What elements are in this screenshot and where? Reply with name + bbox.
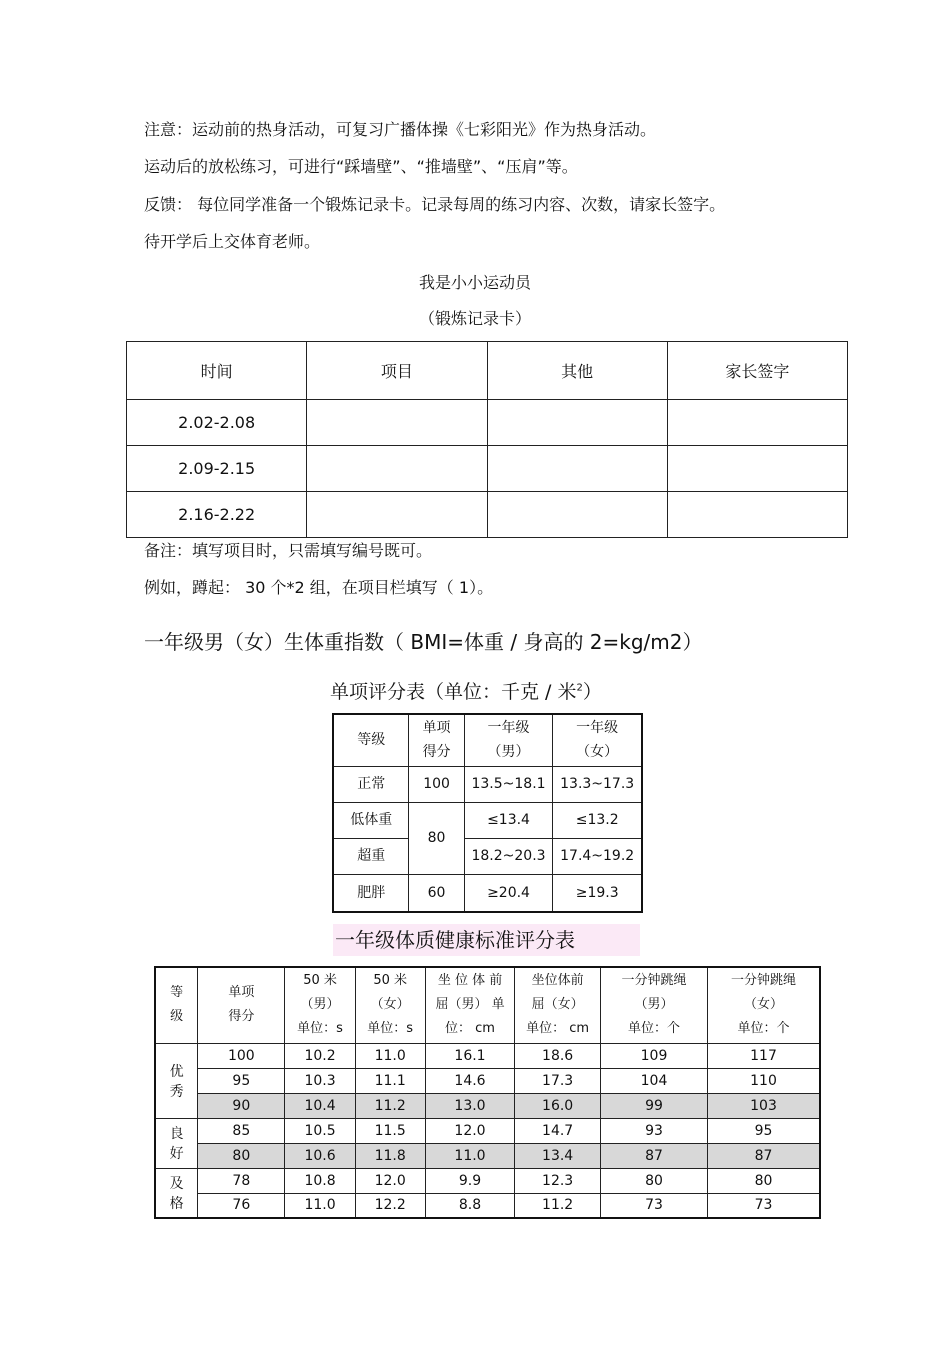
fit-cell: 10.4 — [285, 1093, 355, 1118]
bmi-male: ≥20.4 — [464, 874, 553, 912]
fit-header-line: （女） — [744, 997, 784, 1013]
fit-grade-char: 良 — [169, 1126, 184, 1142]
note-line-1: 注意：运动前的热身活动，可复习广播体操《七彩阳光》作为热身活动。 — [144, 120, 657, 139]
record-row-date: 2.16-2.22 — [127, 492, 307, 538]
header-other: 其他 — [487, 342, 667, 400]
fit-cell: 73 — [708, 1193, 820, 1218]
bmi-female: ≤13.2 — [553, 802, 642, 838]
bmi-male: 18.2~20.3 — [464, 838, 553, 874]
fit-grade-char: 秀 — [169, 1083, 184, 1100]
record-cell-signature[interactable] — [667, 446, 847, 492]
bmi-header-female-line: 一年级 — [576, 720, 619, 737]
fit-header-line: （男） — [634, 997, 674, 1013]
fit-header-line: 单位：s — [297, 1021, 343, 1037]
record-cell-other[interactable] — [487, 492, 667, 538]
fit-header-line: 一分钟跳绳 — [621, 973, 687, 989]
bmi-male: ≤13.4 — [464, 802, 553, 838]
bmi-male: 13.5~18.1 — [464, 766, 553, 802]
bmi-table-title — [330, 677, 602, 704]
record-row-date: 2.02-2.08 — [127, 400, 307, 446]
fit-cell: 78 — [198, 1168, 285, 1193]
header-time: 时间 — [127, 342, 307, 400]
fit-header-line: 屈（男） 单 — [435, 997, 505, 1013]
bmi-table-title-text: 单项评分表（单位：千克 / 米 — [330, 681, 577, 703]
fit-cell: 17.3 — [515, 1068, 601, 1093]
bmi-header-male-line: （男） — [487, 744, 530, 761]
fit-cell: 12.0 — [425, 1118, 515, 1143]
fit-header-line: 屈（女） — [531, 997, 584, 1013]
record-cell-other[interactable] — [487, 400, 667, 446]
fit-grade-group — [155, 1168, 198, 1218]
fit-cell: 10.2 — [285, 1043, 355, 1068]
fit-cell: 14.6 — [425, 1068, 515, 1093]
bmi-grade: 低体重 — [333, 802, 409, 838]
fit-cell: 80 — [708, 1168, 820, 1193]
fit-grade-char: 及 — [169, 1175, 184, 1192]
fit-cell: 104 — [600, 1068, 707, 1093]
fit-cell: 13.0 — [425, 1093, 515, 1118]
bmi-grade: 超重 — [333, 838, 409, 874]
fit-header-line: （男） — [300, 997, 340, 1013]
bmi-table-title-end: ） — [582, 681, 602, 703]
fit-cell: 11.0 — [355, 1043, 425, 1068]
fit-header-line: 一分钟跳绳 — [731, 973, 797, 989]
fit-cell: 12.3 — [515, 1168, 601, 1193]
fit-header-grade — [155, 967, 198, 1043]
fit-header-line: 位： cm — [445, 1021, 495, 1037]
fit-cell: 87 — [600, 1143, 707, 1168]
record-card-title: 我是小小运动员 — [418, 273, 531, 292]
record-cell-item[interactable] — [307, 400, 487, 446]
fit-header-rope-male — [600, 967, 707, 1043]
bmi-header-score-line: 单项 — [422, 720, 451, 737]
bmi-header-score-line: 得分 — [422, 744, 451, 761]
bmi-table-title-sup: 2 — [576, 682, 583, 694]
fit-cell: 95 — [198, 1068, 285, 1093]
fit-grade-char: 格 — [169, 1195, 184, 1212]
bmi-score: 100 — [409, 766, 464, 802]
fit-cell: 10.6 — [285, 1143, 355, 1168]
fit-grade-group — [155, 1118, 198, 1168]
bmi-female: ≥19.3 — [553, 874, 642, 912]
fit-cell: 10.3 — [285, 1068, 355, 1093]
bmi-female: 13.3~17.3 — [553, 766, 642, 802]
fit-cell: 11.2 — [355, 1093, 425, 1118]
fit-cell: 109 — [600, 1043, 707, 1068]
fit-cell: 73 — [600, 1193, 707, 1218]
fit-cell: 12.2 — [355, 1193, 425, 1218]
bmi-score: 60 — [409, 874, 464, 912]
record-cell-item[interactable] — [307, 492, 487, 538]
fit-cell: 10.8 — [285, 1168, 355, 1193]
fit-header-50m-male — [285, 967, 355, 1043]
fit-cell: 103 — [708, 1093, 820, 1118]
fit-header-score-line: 单项 — [228, 985, 255, 1001]
fit-header-line: 50 米 — [303, 973, 337, 989]
fit-cell: 76 — [198, 1193, 285, 1218]
bmi-header-male-line: 一年级 — [487, 720, 530, 737]
fit-header-grade-line: 级 — [170, 1009, 184, 1025]
fit-cell: 100 — [198, 1043, 285, 1068]
fit-cell: 9.9 — [425, 1168, 515, 1193]
bmi-header-female — [553, 714, 642, 766]
remark-line-2: 例如，蹲起： 30 个*2 组，在项目栏填写（ 1）。 — [144, 578, 494, 597]
fit-cell: 13.4 — [515, 1143, 601, 1168]
fit-grade-char: 好 — [169, 1146, 184, 1162]
bmi-score: 80 — [409, 802, 464, 874]
fit-header-line: 50 米 — [373, 973, 408, 989]
record-cell-signature[interactable] — [667, 492, 847, 538]
bmi-grade: 正常 — [333, 766, 409, 802]
record-card-subtitle: （锻炼记录卡） — [418, 309, 531, 328]
fit-cell: 110 — [708, 1068, 820, 1093]
fit-grade-char: 优 — [169, 1063, 184, 1080]
fit-cell: 117 — [708, 1043, 820, 1068]
fit-cell: 80 — [198, 1143, 285, 1168]
bmi-table — [332, 713, 643, 913]
fit-header-score — [198, 967, 285, 1043]
bmi-header-male — [464, 714, 553, 766]
record-cell-item[interactable] — [307, 446, 487, 492]
fit-grade-group — [155, 1043, 198, 1118]
fit-cell: 11.5 — [355, 1118, 425, 1143]
fit-cell: 12.0 — [355, 1168, 425, 1193]
fit-cell: 10.5 — [285, 1118, 355, 1143]
fit-header-line: （女） — [370, 997, 410, 1013]
fit-header-50m-female — [355, 967, 425, 1043]
fit-cell: 8.8 — [425, 1193, 515, 1218]
fit-cell: 16.1 — [425, 1043, 515, 1068]
fit-cell: 87 — [708, 1143, 820, 1168]
fit-header-grade-line: 等 — [170, 985, 184, 1001]
fit-cell: 11.8 — [355, 1143, 425, 1168]
fit-header-sitreach-male — [425, 967, 515, 1043]
header-item: 项目 — [307, 342, 487, 400]
fit-header-line: 单位：s — [367, 1021, 414, 1037]
fit-cell: 18.6 — [515, 1043, 601, 1068]
bmi-header-grade: 等级 — [333, 714, 409, 766]
bmi-grade: 肥胖 — [333, 874, 409, 912]
bmi-header-female-line: （女） — [576, 744, 619, 761]
note-line-2: 运动后的放松练习，可进行“踩墙壁”、“推墙壁”、“压肩”等。 — [144, 157, 578, 176]
fit-header-rope-female — [708, 967, 820, 1043]
bmi-header-score — [409, 714, 464, 766]
note-line-4: 待开学后上交体育老师。 — [144, 232, 321, 251]
fit-cell: 11.0 — [425, 1143, 515, 1168]
fit-header-sitreach-female — [515, 967, 601, 1043]
record-cell-other[interactable] — [487, 446, 667, 492]
fit-cell: 93 — [600, 1118, 707, 1143]
record-card-table — [126, 341, 848, 538]
record-row-date: 2.09-2.15 — [127, 446, 307, 492]
record-cell-signature[interactable] — [667, 400, 847, 446]
fit-cell: 11.0 — [285, 1193, 355, 1218]
header-parent-signature: 家长签字 — [667, 342, 847, 400]
remark-line-1: 备注：填写项目时，只需填写编号既可。 — [144, 541, 433, 560]
bmi-section-title: 一年级男（女）生体重指数（ BMI=体重 / 身高的 2=kg/m2） — [144, 630, 703, 654]
fitness-table — [154, 966, 821, 1219]
fit-header-line: 单位：个 — [737, 1021, 790, 1037]
fit-header-line: 坐 位 体 前 — [437, 973, 503, 989]
fit-cell: 14.7 — [515, 1118, 601, 1143]
fit-cell: 11.2 — [515, 1193, 601, 1218]
fit-header-score-line: 得分 — [228, 1009, 255, 1025]
fit-cell: 90 — [198, 1093, 285, 1118]
fit-header-line: 坐位体前 — [531, 973, 584, 989]
fit-header-line: 单位： cm — [526, 1021, 590, 1037]
fit-cell: 85 — [198, 1118, 285, 1143]
fit-cell: 95 — [708, 1118, 820, 1143]
fit-cell: 80 — [600, 1168, 707, 1193]
note-line-3: 反馈： 每位同学准备一个锻炼记录卡。记录每周的练习内容、次数，请家长签字。 — [144, 195, 726, 214]
fit-header-line: 单位：个 — [627, 1021, 680, 1037]
fit-cell: 99 — [600, 1093, 707, 1118]
fit-cell: 16.0 — [515, 1093, 601, 1118]
bmi-female: 17.4~19.2 — [553, 838, 642, 874]
fit-cell: 11.1 — [355, 1068, 425, 1093]
fitness-table-title: 一年级体质健康标准评分表 — [333, 924, 640, 956]
